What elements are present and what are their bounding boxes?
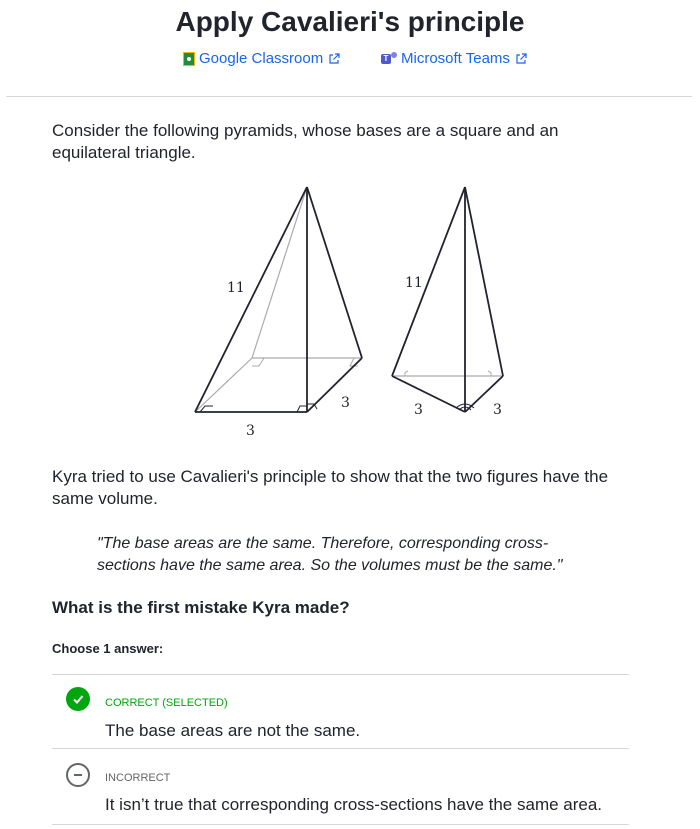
- external-link-icon: [328, 53, 340, 65]
- triangle-pyramid: [392, 187, 503, 418]
- check-icon: [66, 687, 90, 711]
- header-divider: [6, 96, 692, 97]
- triangle-pyramid-base-right-label: 3: [493, 402, 502, 418]
- problem-intro: Consider the following pyramids, whose bases are a square and an equilateral triangle.: [52, 121, 559, 162]
- choice-text: It isn’t true that corresponding cross-sections have the same area.: [105, 795, 603, 814]
- triangle-pyramid-base-left-label: 3: [414, 402, 423, 418]
- problem-statement: Kyra tried to use Cavalieri's principle to show that the two figures have the same volume.: [52, 467, 609, 508]
- kyra-quote: "The base areas are the same. Therefore, corresponding cross-sections have the same area. So the volumes must be the same.": [97, 535, 563, 574]
- square-pyramid: [195, 187, 362, 439]
- external-link-icon: [515, 53, 527, 65]
- minus-circle-icon: [66, 763, 90, 787]
- page-title: Apply Cavalieri's principle: [175, 6, 525, 37]
- choice-status: INCORRECT: [105, 772, 171, 784]
- square-pyramid-height-label: 11: [227, 280, 245, 296]
- pyramids-figure: [190, 182, 520, 447]
- choice-option[interactable]: [52, 749, 629, 824]
- share-row: [0, 50, 700, 72]
- answer-instruction: Choose 1 answer:: [52, 641, 164, 656]
- square-pyramid-base-side-label: 3: [341, 395, 350, 411]
- choice-status: CORRECT (SELECTED): [105, 697, 228, 709]
- square-pyramid-base-front-label: 3: [246, 423, 255, 439]
- microsoft-teams-icon: T: [381, 52, 397, 66]
- question-text: What is the first mistake Kyra made?: [52, 598, 350, 617]
- microsoft-teams-link[interactable]: [381, 50, 527, 67]
- google-classroom-label: Google Classroom: [199, 50, 324, 67]
- triangle-pyramid-height-label: 11: [405, 275, 423, 291]
- microsoft-teams-label: Microsoft Teams: [401, 50, 510, 67]
- choice-text: The base areas are not the same.: [105, 721, 361, 740]
- choices-divider: [52, 824, 629, 825]
- choice-option[interactable]: [52, 675, 629, 748]
- google-classroom-link[interactable]: [183, 50, 340, 67]
- google-classroom-icon: [183, 52, 195, 66]
